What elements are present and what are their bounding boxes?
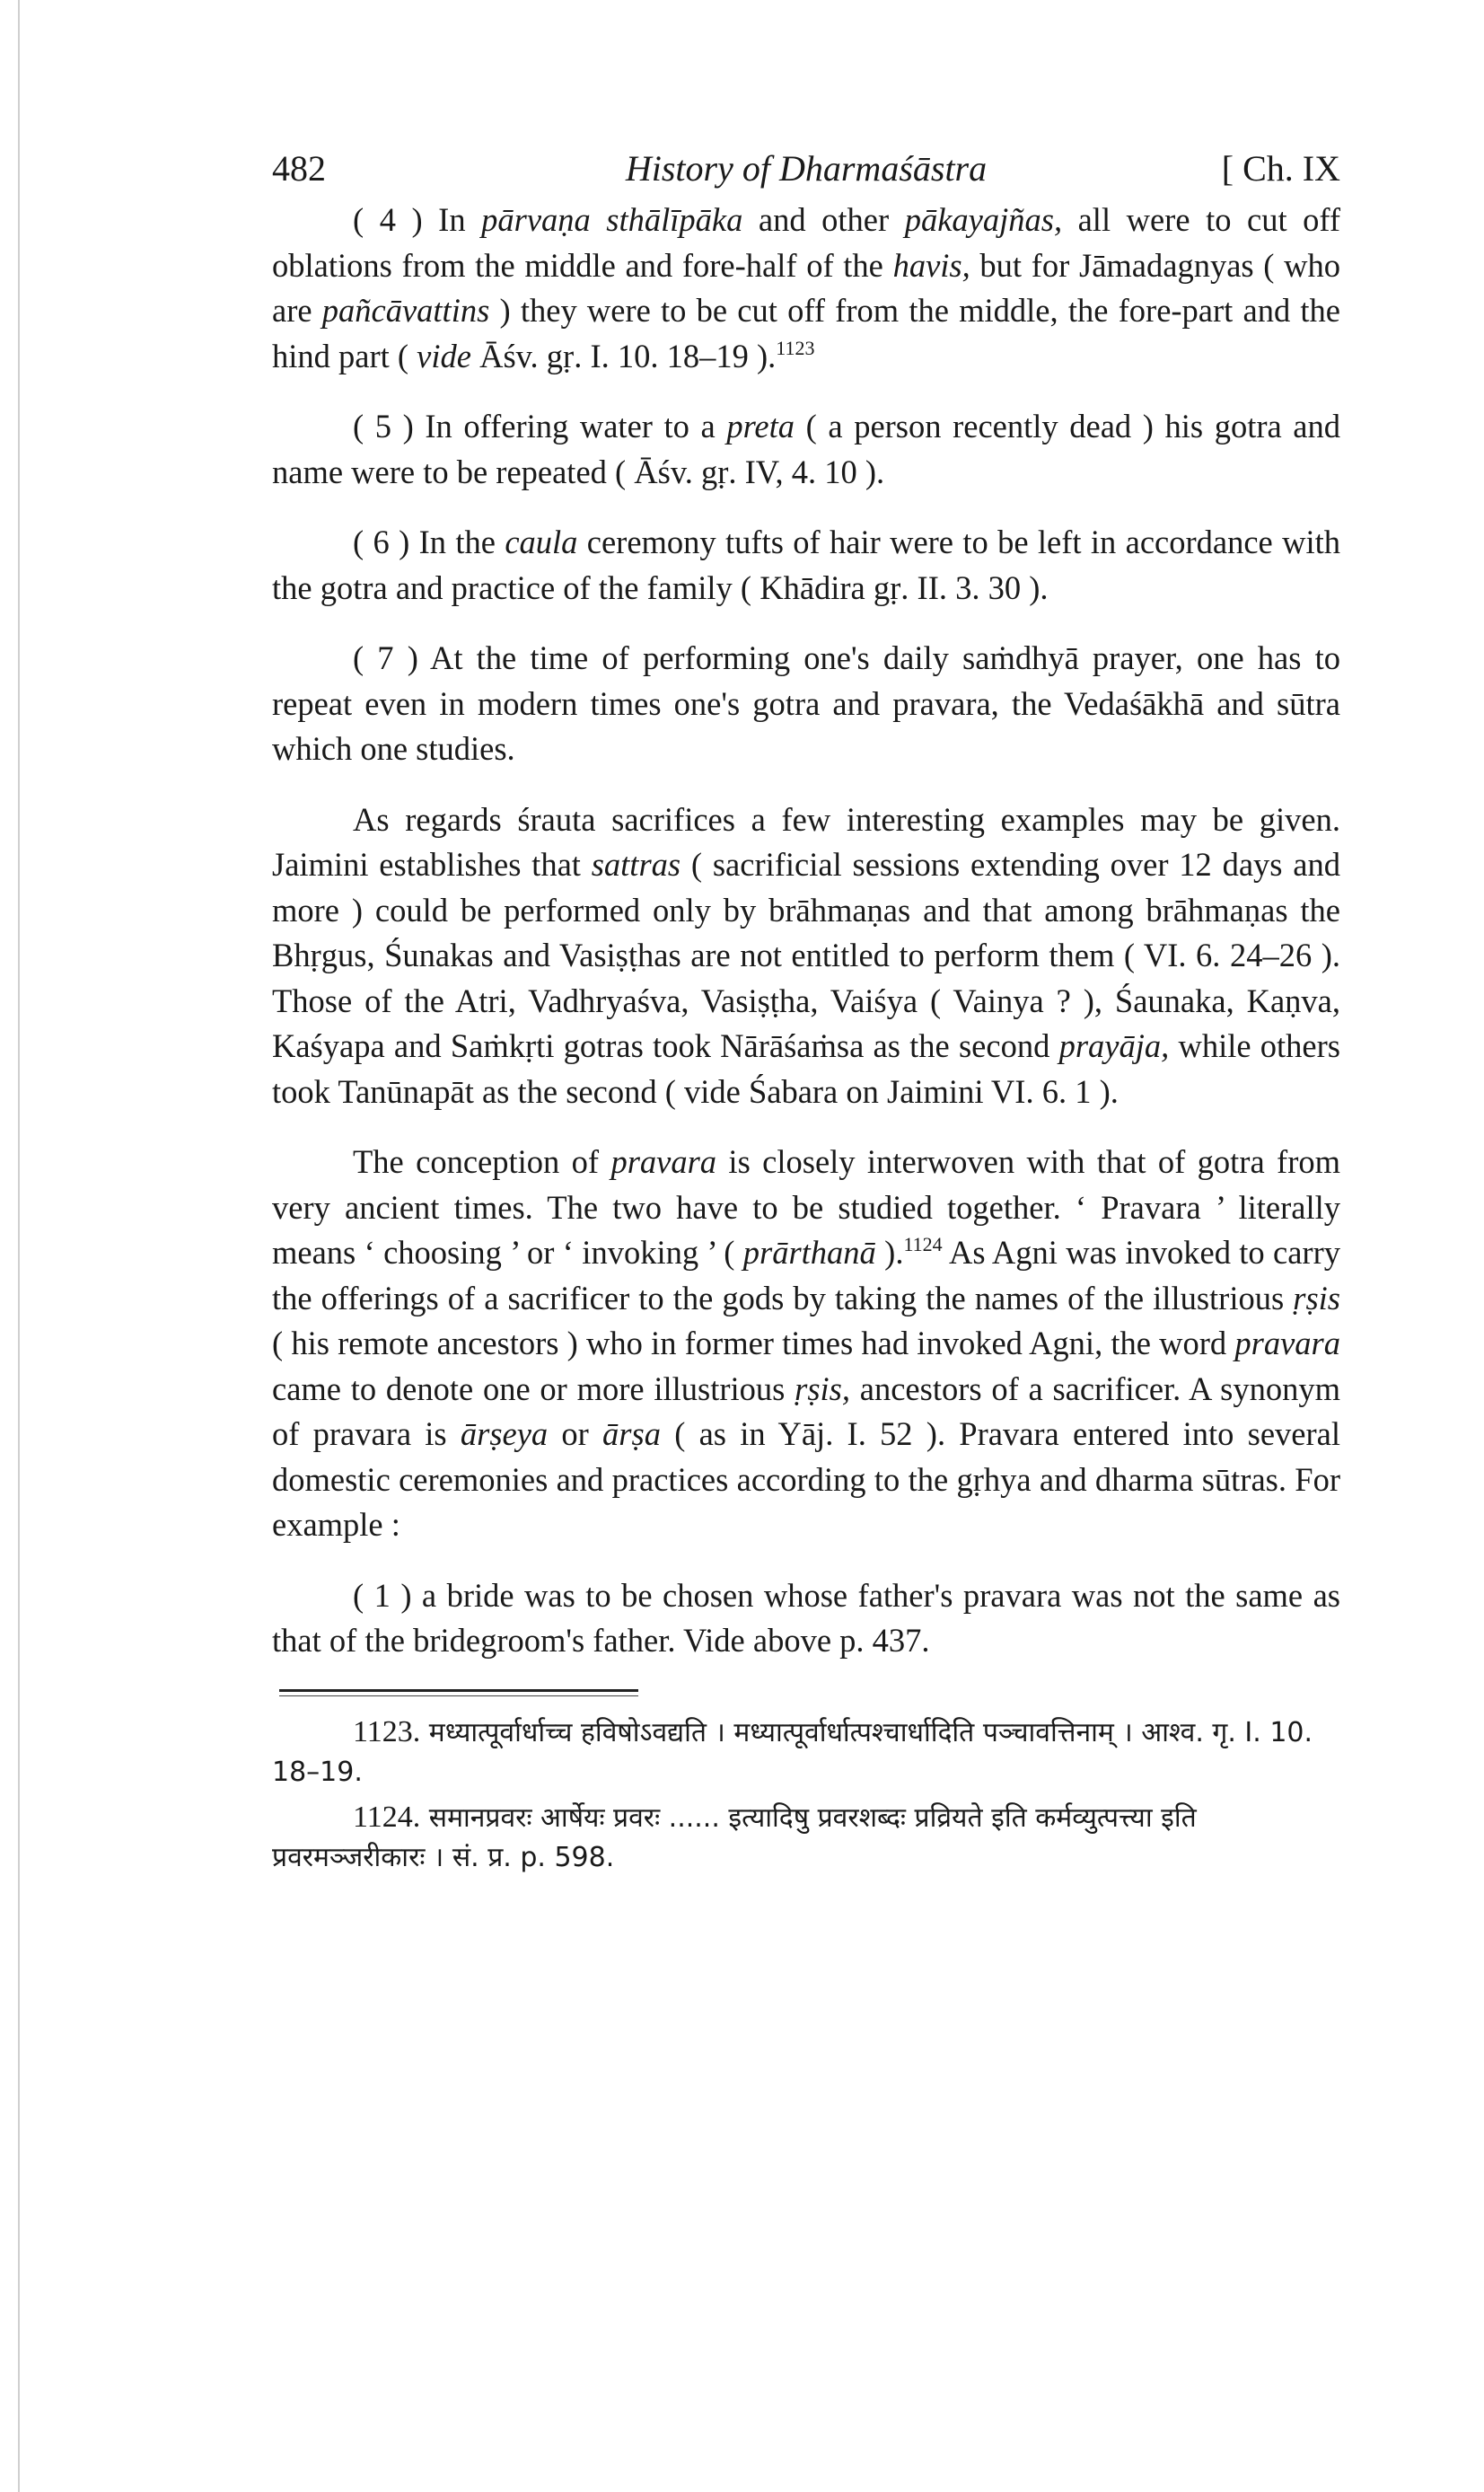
book-page	[272, 135, 1340, 1883]
footnote-1123: 1123. मध्यात्पूर्वार्धाच्च हविषोऽवद्यति । मध्यात्पूर्वार्धात्पश्चार्धादिति पञ्चावत्तिनाम् । आश्व. गृ. I. 10. 18–19.	[272, 1714, 1313, 1788]
chapter-label: [ Ch. IX	[1221, 148, 1340, 189]
footnote-1124: 1124. समानप्रवरः आर्षेयः प्रवरः ...... इत्यादिषु प्रवरशब्दः प्रव्रियते इति कर्मव्युत्पत्त्या इति प्रवरमञ्जरीकारः । सं. प्र. p. 598.	[272, 1800, 1197, 1873]
paragraph-srauta-sacrifices: As regards śrauta sacrifices a few interesting examples may be given. Jaimini establishes that sattras ( sacrificial sessions extending over 12 days and more ) could be performed only by brāhmaṇas and that among brāhmaṇas the Bhṛgus, Śunakas and Vasiṣṭhas are not entitled to perform them ( VI. 6. 24–26 ). Those of the Atri, Vadhryaśva, Vasiṣṭha, Vaiśya ( Vainya ? ), Śaunaka, Kaṇva, Kaśyapa and Saṁkṛti gotras took Nārāśaṁsa as the second prayāja, while others took Tanūnapāt as the second ( vide Śabara on Jaimini VI. 6. 1 ).	[272, 800, 1340, 1110]
paragraph-1-bride: ( 1 ) a bride was to be chosen whose father's pravara was not the same as that of the bridegroom's father. Vide above p. 437.	[272, 1576, 1340, 1659]
running-header	[272, 135, 1340, 198]
paragraph-7-samdhya: ( 7 ) At the time of performing one's daily saṁdhyā prayer, one has to repeat even in modern times one's gotra and pravara, the Vedaśākhā and sūtra which one studies.	[272, 639, 1340, 767]
paragraph-4-parvana: ( 4 ) In pārvaṇa sthālīpāka and other pākayajñas, all were to cut off oblations from the middle and fore-half of the havis, but for Jāmadagnyas ( who are pañcāvattins ) they were to be cut off from the middle, the fore-part and the hind part ( vide Āśv. gṛ. I. 10. 18–19 ).$^{1123}$	[272, 201, 1341, 374]
page-edge-line	[18, 0, 20, 2492]
paragraph-pravara-conception: The conception of pravara is closely interwoven with that of gotra from very ancient times. The two have to be studied together. ‘ Pravara ’ literally means ‘ choosing ’ or ‘ invoking ’ ( prārthanā ).$^{1124}$ As Agni was invoked to carry the offerings of a sacrificer to the gods by taking the names of the illustrious ṛṣis ( his remote ancestors ) who in former times had invoked Agni, the word pravara came to denote one or more illustrious ṛṣis, ancestors of a sacrificer. A synonym of pravara is ārṣeya or ārṣa ( as in Yāj. I. 52 ). Pravara entered into several domestic ceremonies and practices according to the gṛhya and dharma sūtras. For example :	[272, 1143, 1341, 1543]
paragraph-5-preta: ( 5 ) In offering water to a preta ( a person recently dead ) his gotra and name were to be repeated ( Āśv. gṛ. IV, 4. 10 ).	[272, 408, 1340, 490]
footnote-rule	[279, 1689, 638, 1692]
running-title: History of Dharmaśāstra	[625, 148, 988, 189]
paragraph-6-caula: ( 6 ) In the caula ceremony tufts of hair were to be left in accordance with the gotra and practice of the family ( Khādira gṛ. II. 3. 30 ).	[272, 524, 1340, 606]
page-number: 482	[272, 148, 326, 189]
footnote-rule-thin	[279, 1695, 638, 1696]
footnote-ref-1124: 1124	[903, 1233, 943, 1255]
footnote-ref-1123: 1123	[776, 336, 815, 359]
